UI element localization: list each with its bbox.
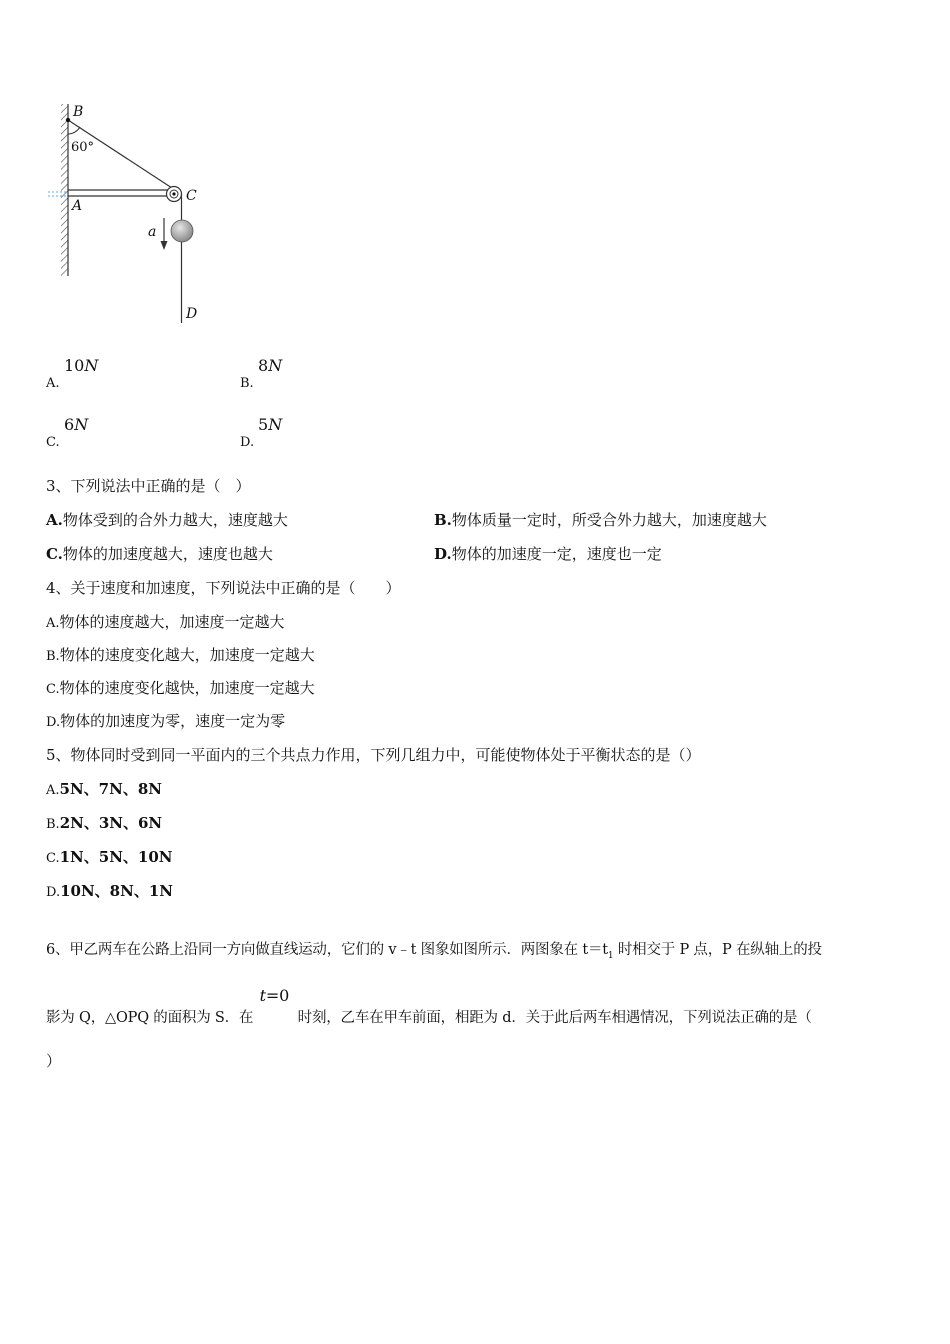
option-letter: A.	[46, 376, 60, 391]
q4-option-c[interactable]: C.物体的速度变化越快，加速度一定越大	[46, 679, 315, 697]
q5-option-d[interactable]: D.10N、8N、1N	[46, 882, 173, 900]
hanging-ball	[171, 220, 193, 242]
label-d: D	[186, 306, 198, 322]
q2-option-c[interactable]: C. 6N	[46, 415, 89, 450]
wall-hatch	[61, 104, 68, 276]
q6-line-2: 影为 Q，△OPQ 的面积为 S．在 t=0 时刻，乙车在甲车前面，相距为 d．关于此后两车相遇情况，下列说法正确的是（	[46, 986, 812, 1026]
label-b: B	[73, 104, 84, 120]
q3-stem: 3、下列说法中正确的是（ ）	[46, 477, 251, 495]
label-c: C	[186, 188, 197, 204]
label-a: A	[72, 198, 83, 214]
q6-line-1: 6、甲乙两车在公路上沿同一方向做直线运动，它们的 v﹣t 图象如图所示．两图象在 $t=t_1$ 时相交于 P 点，P 在纵轴上的投	[46, 942, 822, 961]
q2-option-a[interactable]: A. 10N	[46, 356, 99, 391]
q5-stem: 5、物体同时受到同一平面内的三个共点力作用，下列几组力中，可能使物体处于平衡状态的是（）	[46, 746, 701, 764]
q5-option-c[interactable]: C.1N、5N、10N	[46, 848, 173, 866]
option-letter: D.	[240, 435, 255, 450]
q3-option-b[interactable]: B.物体质量一定时，所受合外力越大，加速度越大	[434, 511, 767, 529]
label-angle: 60°	[71, 140, 95, 155]
label-accel: a	[148, 224, 157, 240]
q2-option-b[interactable]: B. 8N	[240, 356, 283, 391]
q3-option-d[interactable]: D.物体的加速度一定，速度也一定	[434, 545, 662, 563]
q5-option-a[interactable]: A.5N、7N、8N	[46, 780, 162, 798]
angle-arc	[68, 127, 80, 134]
q5-option-b[interactable]: B.2N、3N、6N	[46, 814, 163, 832]
option-letter: C.	[46, 435, 60, 450]
q3-option-c[interactable]: C.物体的加速度越大，速度也越大	[46, 545, 273, 563]
option-letter: B.	[240, 376, 254, 391]
q4-option-d[interactable]: D.物体的加速度为零，速度一定为零	[46, 712, 286, 730]
q4-option-b[interactable]: B.物体的速度变化越大，加速度一定越大	[46, 646, 315, 664]
q6-line-3: ）	[46, 1052, 62, 1070]
q4-option-a[interactable]: A.物体的速度越大，加速度一定越大	[46, 613, 285, 631]
q4-stem: 4、关于速度和加速度，下列说法中正确的是（ ）	[46, 579, 401, 597]
q2-option-d[interactable]: D. 5N	[240, 415, 283, 450]
q3-option-a[interactable]: A.物体受到的合外力越大，速度越大	[46, 511, 288, 529]
math-t-equals-zero: t=0	[259, 986, 290, 1005]
pulley-diagram	[40, 98, 220, 330]
